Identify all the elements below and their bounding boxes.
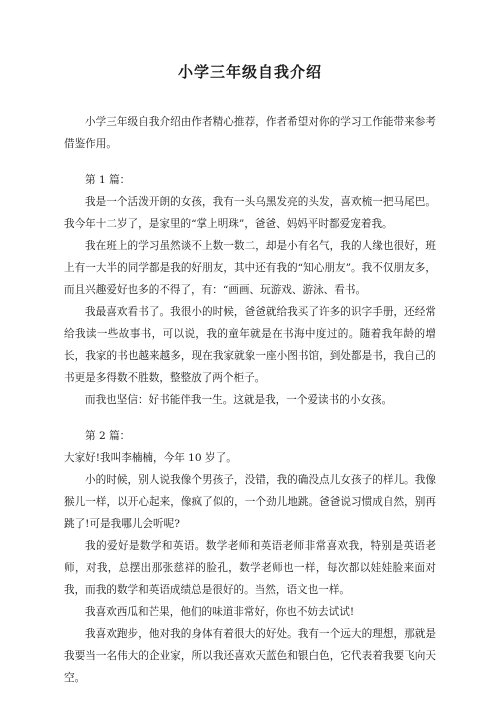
- section-2-heading: 第 2 篇：: [85, 430, 131, 442]
- page-title: 小学三年级自我介绍: [177, 63, 322, 81]
- section-1-heading: 第 1 篇：: [85, 174, 131, 186]
- section-2-paragraph: 我喜欢跑步，他对我的身体有着很大的好处。我有一个远大的理想，那就是我要当一名伟大的企业家，所以我还喜欢天蓝色和银白色，它代表着我要飞向天空。: [64, 628, 436, 684]
- section-1: [64, 169, 436, 411]
- section-2-paragraph: 小的时候，别人说我像个男孩子，没错，我的确没点儿女孩子的样儿。我像猴儿一样，以开心起来，像疯了似的，一个劲儿地跳。爸爸说习惯成自然，别再跳了!可是我哪儿会听呢?: [64, 474, 436, 530]
- section-2: [64, 425, 436, 689]
- section-2-paragraph: 我喜欢西瓜和芒果，他们的味道非常好，你也不妨去试试!: [85, 606, 355, 618]
- section-1-paragraph: 我是一个活泼开朗的女孩，我有一头乌黑发亮的头发，喜欢梳一把马尾巴。我今年十二岁了，是家里的“掌上明珠”，爸爸、妈妈平时都爱宠着我。: [64, 196, 436, 230]
- section-1-paragraph: 我在班上的学习虽然谈不上数一数二，却是小有名气，我的人缘也很好，班上有一大半的同学都是我的好朋友，其中还有我的“知心朋友”。我不仅朋友多，而且兴趣爱好也多的不得了，有：“画画、玩游戏、游泳、看书。: [64, 240, 436, 296]
- section-1-paragraph: 而我也坚信：好书能伴我一生。这就是我，一个爱读书的小女孩。: [85, 394, 393, 406]
- section-1-paragraph: 我最喜欢看书了。我很小的时候，爸爸就给我买了许多的识字手册，还经常给我读一些故事书，可以说，我的童年就是在书海中度过的。随着我年龄的增长，我家的书也越来越多，现在我家就象一座小图书馆，到处都是书，我自己的书更是多得数不胜数，整整放了两个柜子。: [64, 306, 436, 384]
- intro-paragraph: 小学三年级自我介绍由作者精心推荐，作者希望对你的学习工作能带来参考借鉴作用。: [64, 116, 436, 150]
- section-2-greeting: 大家好!我叫李楠楠，今年 10 岁了。: [64, 452, 237, 464]
- section-2-paragraph: 我的爱好是数学和英语。数学老师和英语老师非常喜欢我，特别是英语老师，对我，总摆出那张慈祥的脸孔，数学老师也一样，每次都以娃娃脸来面对我，而我的数学和英语成绩总是很好的。当然，语文也一样。: [64, 540, 436, 596]
